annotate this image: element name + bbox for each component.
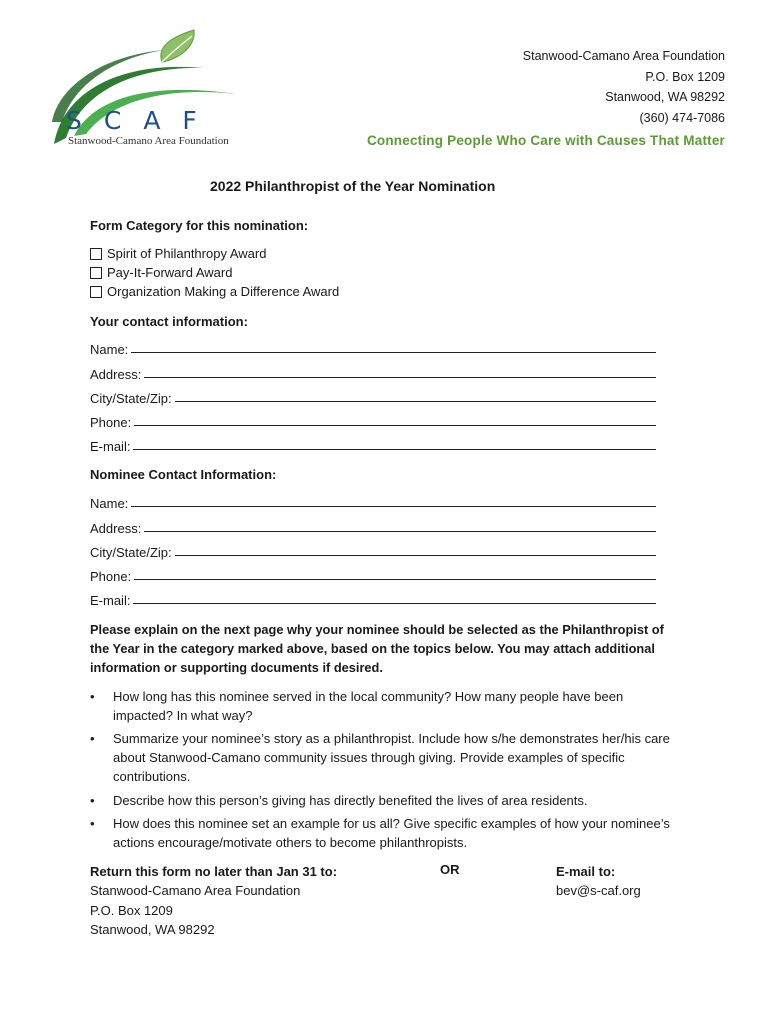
category-option[interactable] (90, 244, 339, 263)
return-address-line: Stanwood-Camano Area Foundation (90, 883, 301, 899)
category-options (90, 244, 339, 301)
contact-fields (90, 333, 656, 454)
topic-text: Describe how this person’s giving has directly benefited the lives of area residents. (113, 792, 588, 808)
scaf-logo (44, 26, 244, 166)
nominee-fields (90, 487, 656, 608)
topic-list (90, 687, 690, 856)
fill-line[interactable] (131, 505, 656, 507)
fill-line[interactable] (133, 602, 656, 604)
nominee-phone-field[interactable] (90, 560, 656, 584)
list-item (90, 791, 690, 810)
checkbox[interactable] (90, 286, 102, 298)
list-item (90, 687, 690, 725)
contact-city-field[interactable] (90, 382, 656, 406)
field-label: Phone: (90, 415, 132, 431)
topic-text: Summarize your nominee’s story as a philanthropist. Include how s/he demonstrates her/his care about Stanwood-Camano community issues through giving. Provide examples of specific contributions. (113, 731, 670, 785)
category-heading: Form Category for this nomination: (90, 218, 309, 233)
return-instructions (90, 862, 337, 940)
fill-line[interactable] (134, 578, 656, 580)
category-option[interactable] (90, 263, 339, 282)
fill-line[interactable] (175, 554, 656, 556)
document-title: 2022 Philanthropist of the Year Nomination (210, 178, 496, 194)
fill-line[interactable] (131, 351, 656, 353)
bullet-icon: • (90, 731, 95, 747)
address-line: Stanwood, WA 98292 (605, 90, 725, 104)
return-address-line: P.O. Box 1209 (90, 902, 173, 918)
fill-line[interactable] (175, 400, 656, 402)
nominee-name-field[interactable] (90, 487, 656, 511)
phone-number: (360) 474-7086 (639, 110, 725, 125)
nominee-heading: Nominee Contact Information: (90, 467, 277, 482)
topic-text: How long has this nominee served in the local community? How many people have been impacted? In what way? (113, 689, 624, 723)
category-option[interactable] (90, 282, 339, 301)
topic-text: How does this nominee set an example for us all? Give specific examples of how your nominee’s actions encourage/motivate others to become philanthropists. (113, 815, 670, 850)
foundation-address (523, 46, 725, 128)
field-label: Address: (90, 366, 142, 382)
field-label: E-mail: (90, 439, 131, 455)
bullet-icon: • (90, 815, 95, 831)
nominee-email-field[interactable] (90, 584, 656, 608)
bullet-icon: • (90, 792, 95, 808)
field-label: Phone: (90, 569, 132, 585)
email-address[interactable]: bev@s-caf.org (556, 883, 641, 899)
checkbox[interactable] (90, 267, 102, 279)
email-heading: E-mail to: (556, 864, 616, 879)
return-heading: Return this form no later than Jan 31 to: (90, 864, 338, 879)
return-address-line: Stanwood, WA 98292 (90, 922, 215, 938)
field-label: Name: (90, 342, 129, 358)
field-label: Name: (90, 496, 129, 512)
contact-email-field[interactable] (90, 430, 656, 454)
field-label: Address: (90, 520, 142, 536)
address-line: P.O. Box 1209 (645, 69, 725, 84)
option-label: Pay-It-Forward Award (107, 265, 233, 280)
field-label: City/State/Zip: (90, 544, 172, 560)
list-item (90, 814, 690, 852)
tagline: Connecting People Who Care with Causes That Matter (366, 133, 725, 148)
contact-name-field[interactable] (90, 333, 656, 357)
field-label: City/State/Zip: (90, 390, 172, 406)
explanation-instructions: Please explain on the next page why your nominee should be selected as the Philanthropist of the Year in the category marked above, based on the topics below. You may attach additional information or supporting documents if desired. (90, 622, 664, 676)
option-label: Spirit of Philanthropy Award (107, 246, 267, 261)
nominee-address-field[interactable] (90, 511, 656, 535)
contact-phone-field[interactable] (90, 406, 656, 430)
nominee-city-field[interactable] (90, 536, 656, 560)
list-item (90, 729, 690, 786)
contact-heading: Your contact information: (90, 314, 248, 329)
bullet-icon: • (90, 689, 95, 704)
fill-line[interactable] (133, 448, 656, 450)
or-label: OR (440, 862, 460, 877)
checkbox[interactable] (90, 248, 102, 260)
option-label: Organization Making a Difference Award (107, 284, 340, 299)
field-label: E-mail: (90, 593, 131, 609)
contact-address-field[interactable] (90, 357, 656, 381)
fill-line[interactable] (144, 530, 656, 532)
address-line: Stanwood-Camano Area Foundation (522, 49, 725, 63)
logo-subtitle: Stanwood-Camano Area Foundation (68, 135, 229, 147)
logo-letters: SCAF (66, 106, 219, 135)
fill-line[interactable] (144, 376, 656, 378)
fill-line[interactable] (134, 424, 656, 426)
email-instructions (556, 862, 641, 901)
